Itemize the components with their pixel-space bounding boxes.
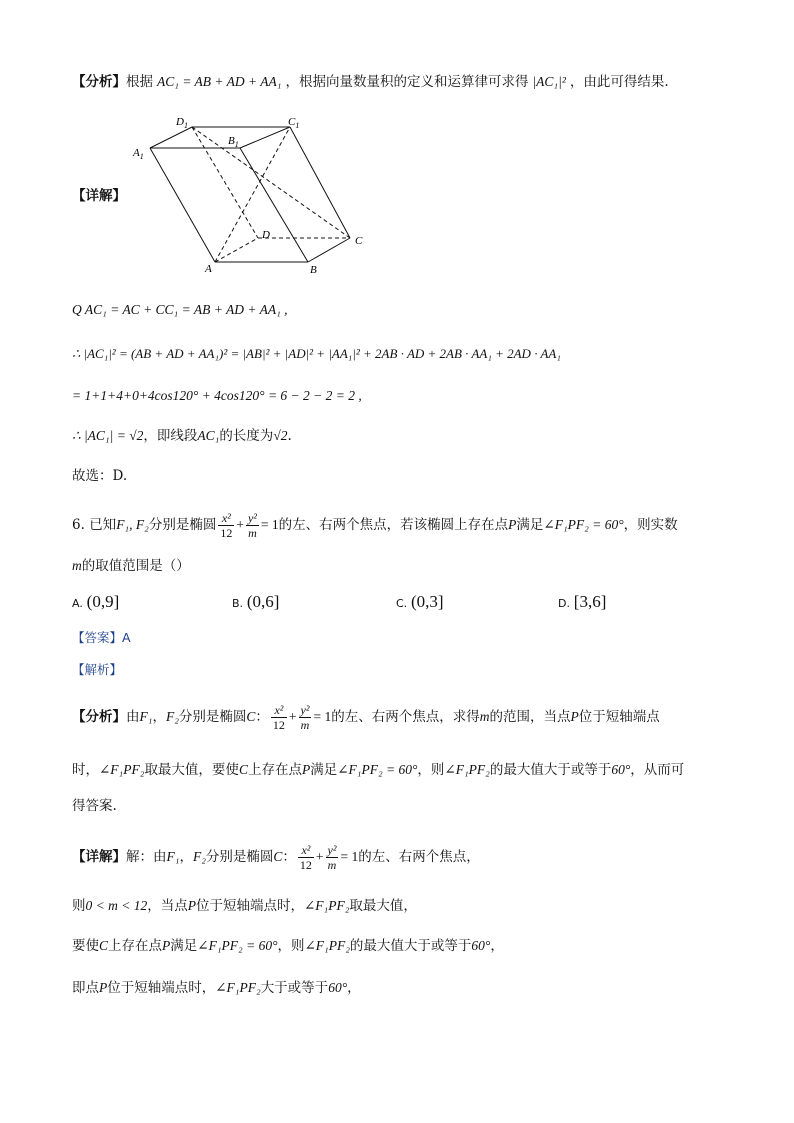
analysis-text-1: 根据	[126, 74, 153, 90]
analysis-line	[72, 72, 669, 92]
fx-term-x: $\frac{\text{x²}}{12}$	[272, 703, 285, 732]
equation-4-lhs: ∴ |AC₁| = √2	[72, 428, 144, 443]
q6-text-1: 已知	[89, 517, 117, 533]
q6-text-4: 满足	[516, 517, 544, 533]
fx-line-1: 【分析】由F₁，F₂分别是椭圆C： $\frac{\text{x²}}{12}$ + $\frac{\text{y²}}{m}$ = 1的左、右两个焦点，求得m的范围，当点P位于短轴端点	[72, 703, 660, 732]
analysis-text-2: ，根据向量数量积的定义和运算律可求得	[285, 74, 529, 90]
label-d1: $D_1$	[176, 116, 188, 130]
fx-text-4: 的范围，当点	[489, 709, 571, 725]
equation-3: = 1+1+4+0+4cos120° + 4cos120° = 6 − 2 − 2 = 2 ,	[72, 388, 362, 403]
question-number: 6.	[72, 517, 85, 533]
label-c: C	[355, 235, 363, 247]
fx-ellipse-c: C	[246, 709, 256, 724]
edge-b1-c1	[240, 127, 290, 148]
q6-text-5: ，则实数	[623, 517, 678, 533]
q6-foci: F₁, F₂	[116, 517, 149, 532]
xj-line-1: 【详解】解：由F₁，F₂分别是椭圆C： $\frac{\text{x²}}{12}$ + $\frac{\text{y²}}{m}$ = 1的左、右两个焦点，	[72, 843, 480, 872]
edge-b1-b	[240, 148, 308, 262]
equation-4-text-2: 的长度为	[219, 428, 274, 444]
option-c[interactable]: C. (0,3]	[396, 592, 444, 611]
q6-text-3: 的左、右两个焦点，若该椭圆上存在点	[278, 517, 509, 533]
edge-a1-a	[150, 148, 215, 262]
fx-text-2: 分别是椭圆	[178, 709, 247, 725]
equation-2: ∴ |AC₁|² = (AB + AD + AA₁)² = |AB|² + |AD|² + |AA₁|² + 2AB · AD + 2AB · AA₁ + 2AD · AA₁	[72, 346, 561, 361]
fx-text-5: 位于短轴端点	[578, 709, 660, 725]
equation-4-text: ，即线段	[143, 428, 198, 444]
label-b: B	[310, 264, 317, 276]
q6-point-p: P	[508, 517, 517, 532]
fx-line-3: 得答案.	[72, 798, 117, 814]
fx-text-3: 的左、右两个焦点，求得	[331, 709, 480, 725]
xj-tag: 【详解】	[72, 849, 126, 865]
xj-term-x: $\frac{\text{x²}}{12}$	[299, 843, 312, 872]
fx-line-2: 时，∠F₁PF₂取最大值，要使C上存在点P满足∠F₁PF₂ = 60°，则∠F₁PF₂的最大值大于或等于60°，从而可	[72, 762, 685, 778]
fx-tag: 【分析】	[72, 709, 126, 725]
answer-choice-line: 故选：D.	[72, 468, 128, 484]
ellipse-term-y: $\frac{\text{y²}}{m}$	[247, 511, 257, 540]
fx-colon: ：	[255, 709, 269, 725]
vector-equation: AC₁ = AB + AD + AA₁	[157, 74, 282, 89]
question-6-line-1: 6. 已知F₁, F₂分别是椭圆 $\frac{\text{x²}}{12}$ + $\frac{\text{y²}}{m}$ = 1的左、右两个焦点，若该椭圆上存在点P满足∠F₁PF₂ = 60°，则实数	[72, 511, 678, 540]
label-a: A	[205, 263, 212, 275]
question-6-line-2	[72, 556, 190, 576]
xj-term-y: $\frac{\text{y²}}{m}$	[327, 843, 337, 872]
explanation-tag: 【解析】	[72, 662, 123, 677]
label-d: D	[262, 229, 270, 241]
q6-text-2: 分别是椭圆	[148, 517, 217, 533]
edge-b-c	[308, 238, 350, 262]
q6-angle: ∠F₁PF₂ = 60°	[543, 517, 624, 532]
fx-p: P	[570, 709, 579, 724]
diagonal-a-c1	[215, 127, 290, 262]
abs-expression: |AC₁|²	[532, 74, 566, 89]
option-a[interactable]: A. (0,9]	[72, 592, 120, 611]
fx-sep: ，	[152, 709, 166, 725]
option-d[interactable]: D. [3,6]	[558, 592, 607, 611]
q6-var-m: m	[72, 558, 82, 573]
equation-1: Q AC₁ = AC + CC₁ = AB + AD + AA₁ ,	[72, 302, 288, 317]
equation-4-end: .	[287, 428, 292, 444]
ellipse-rhs: = 1	[260, 517, 279, 532]
option-b[interactable]: B. (0,6]	[232, 592, 280, 611]
label-b1: $B_1$	[228, 135, 239, 149]
fx-m: m	[479, 709, 490, 724]
edge-a1-d1	[150, 127, 192, 148]
equation-4	[72, 426, 292, 446]
fx-f2: F₂	[165, 709, 179, 724]
ellipse-term-x: $\frac{\text{x²}}{12}$	[220, 511, 233, 540]
edge-a-d	[215, 238, 258, 262]
segment-ac1: AC₁	[197, 428, 220, 443]
analysis-text-3: ，由此可得结果.	[569, 74, 669, 90]
diagonal-d1-c	[192, 127, 350, 238]
fx-rhs: = 1	[313, 709, 332, 724]
fx-text: 由	[126, 709, 140, 725]
detail-tag: 【详解】	[72, 188, 126, 204]
fx-term-y: $\frac{\text{y²}}{m}$	[300, 703, 310, 732]
fx-f1: F₁	[139, 709, 153, 724]
step-3-line: 即点P位于短轴端点时，∠F₁PF₂大于或等于60°，	[72, 980, 361, 996]
parallelepiped-figure	[130, 110, 380, 285]
step-2-line: 要使C上存在点P满足∠F₁PF₂ = 60°，则∠F₁PF₂的最大值大于或等于60°，	[72, 938, 504, 954]
edge-d1-d	[192, 127, 258, 238]
answer-tag: 【答案】A	[72, 630, 131, 645]
step-1-line: 则0 < m < 12，当点P位于短轴端点时，∠F₁PF₂取最大值，	[72, 898, 417, 914]
length-value: √2	[273, 428, 288, 443]
q6-line-2-text: 的取值范围是（）	[81, 558, 190, 574]
analysis-tag: 【分析】	[72, 74, 126, 90]
label-c1: $C_1$	[288, 116, 300, 130]
label-a1: $A_1$	[133, 147, 144, 161]
edge-c1-c	[290, 127, 350, 238]
